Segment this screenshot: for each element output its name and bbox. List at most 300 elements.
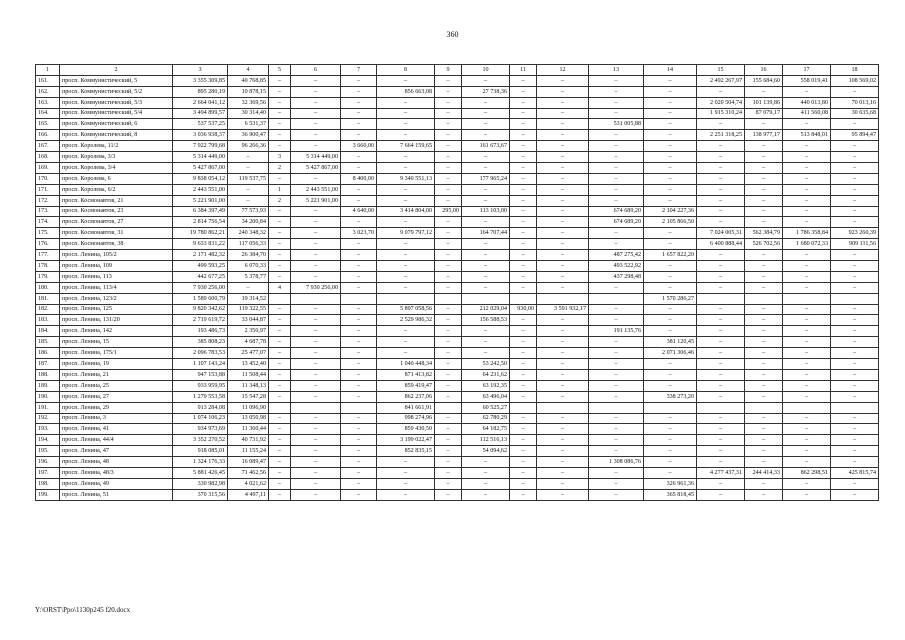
table-cell: – [510,108,537,119]
table-cell: – [510,271,537,282]
table-cell: – [589,239,644,250]
table-cell: 895 280,19 [173,86,228,97]
table-cell: 188. [36,369,60,380]
table-cell: 192. [36,413,60,424]
table-cell: 112 516,13 [462,435,510,446]
table-row [36,184,879,195]
table-cell: 385 808,23 [173,337,228,348]
table-cell: – [644,271,697,282]
table-cell: – [537,217,589,228]
table-cell: – [783,435,831,446]
table-cell: – [745,457,783,468]
table-cell: – [831,489,879,500]
table-cell: – [783,424,831,435]
table-cell: – [435,195,462,206]
table-cell: 2 443 551,00 [173,184,228,195]
table-cell: 1 680 072,33 [783,239,831,250]
table-cell: – [589,413,644,424]
table-cell: просп. Коммунистический, 5 [60,75,173,86]
table-cell: – [462,130,510,141]
table-cell: – [537,108,589,119]
table-cell: просп. Космонавтов, 38 [60,239,173,250]
table-cell: 5 427 867,00 [291,163,341,174]
table-cell: – [269,228,291,239]
table-cell: 4 021,62 [228,478,269,489]
table-cell: – [644,435,697,446]
table-cell: – [589,380,644,391]
table-cell: – [462,217,510,228]
table-cell: – [831,315,879,326]
table-cell: – [435,261,462,272]
table-cell: 338 273,20 [644,391,697,402]
table-cell: 165. [36,119,60,130]
table-row [36,86,879,97]
table-cell: – [831,446,879,457]
table-cell: – [537,239,589,250]
header-cell: 4 [228,65,269,76]
table-row [36,108,879,119]
table-cell: – [697,271,745,282]
table-cell: – [435,271,462,282]
table-cell: 1 324 176,33 [173,457,228,468]
table-cell: – [341,271,377,282]
table-cell: – [783,391,831,402]
table-cell: – [783,348,831,359]
table-cell: просп. Ленина, 47 [60,446,173,457]
table-cell: – [783,315,831,326]
table-cell: – [537,97,589,108]
table-cell: – [745,119,783,130]
table-cell: – [291,337,341,348]
table-row [36,261,879,272]
table-cell: 513 848,01 [783,130,831,141]
table-cell: – [831,163,879,174]
table-cell: – [589,173,644,184]
table-cell: 1 570 286,27 [644,293,697,304]
table-cell: 54 094,62 [462,446,510,457]
table-cell: – [269,348,291,359]
table-cell: 9 838 054,12 [173,173,228,184]
table-cell: – [462,271,510,282]
table-row [36,271,879,282]
table-cell: 923 260,39 [831,228,879,239]
table-cell: – [697,261,745,272]
table-cell: – [291,141,341,152]
table-cell: – [228,152,269,163]
table-cell [831,402,879,413]
table-cell: – [510,489,537,500]
header-cell: 11 [510,65,537,76]
table-cell [341,293,377,304]
table-cell: 168. [36,152,60,163]
table-cell: – [269,271,291,282]
table-cell: 537 537,25 [173,119,228,130]
table-cell: просп. Ленина, 49 [60,478,173,489]
table-cell: просп. Ленина, 44/4 [60,435,173,446]
table-cell: 64 231,62 [462,369,510,380]
header-cell: 9 [435,65,462,76]
table-cell: 11 508,44 [228,369,269,380]
table-cell: просп. Ленина, 113/4 [60,282,173,293]
table-cell: – [291,380,341,391]
table-cell: 212 029,04 [462,304,510,315]
table-row [36,304,879,315]
table-cell: 7 922 799,68 [173,141,228,152]
table-cell: – [341,315,377,326]
table-cell: – [269,478,291,489]
table-cell: – [510,326,537,337]
table-cell [745,293,783,304]
table-row [36,130,879,141]
table-cell: 1 786 358,84 [783,228,831,239]
table-cell: 7 024 005,31 [697,228,745,239]
table-cell: 862 298,51 [783,467,831,478]
table-cell: – [745,304,783,315]
table-cell: – [291,108,341,119]
table-cell: 2 [269,195,291,206]
table-cell: – [435,337,462,348]
table-cell: 171. [36,184,60,195]
table-cell: 161. [36,75,60,86]
table-cell: – [462,97,510,108]
table-cell: – [291,457,341,468]
header-cell: 7 [341,65,377,76]
table-cell: – [537,391,589,402]
header-cell: 17 [783,65,831,76]
table-cell: 1 657 822,20 [644,250,697,261]
table-cell: – [537,424,589,435]
table-cell: – [377,250,435,261]
table-cell: – [697,173,745,184]
table-cell: – [831,152,879,163]
table-cell: – [644,97,697,108]
header-cell: 18 [831,65,879,76]
table-row [36,380,879,391]
table-cell: 25 477,07 [228,348,269,359]
table-cell [644,402,697,413]
table-cell: – [697,337,745,348]
page-number: 360 [446,30,459,39]
table-cell: – [831,337,879,348]
table-row [36,217,879,228]
table-cell: – [269,359,291,370]
table-cell: – [269,435,291,446]
table-cell: 119 537,75 [228,173,269,184]
table-cell: – [831,435,879,446]
table-cell [589,293,644,304]
table-cell: 40 731,92 [228,435,269,446]
table-cell: 166. [36,130,60,141]
table-cell: 174. [36,217,60,228]
table-cell: – [341,163,377,174]
table-cell: 10 878,15 [228,86,269,97]
table-cell: 187. [36,359,60,370]
table-cell: – [745,250,783,261]
table-cell: 13 050,98 [228,413,269,424]
table-cell: – [537,315,589,326]
table-cell: – [745,184,783,195]
table-cell: – [831,119,879,130]
data-table-container [35,64,877,501]
table-cell: – [644,163,697,174]
table-cell: 196. [36,457,60,468]
table-cell: – [341,75,377,86]
table-cell: – [745,446,783,457]
table-cell: 5 378,77 [228,271,269,282]
table-cell: – [435,369,462,380]
table-cell: просп. Королева, 3/4 [60,163,173,174]
table-cell: – [510,348,537,359]
table-cell: – [537,457,589,468]
table-cell: – [291,304,341,315]
table-cell: просп. Ленина, 175/1 [60,348,173,359]
table-cell: – [831,304,879,315]
table-cell: 156 588,53 [462,315,510,326]
table-cell: – [269,489,291,500]
table-cell: – [783,163,831,174]
table-cell: 138 977,17 [745,130,783,141]
table-cell: 70 013,16 [831,97,879,108]
table-cell: – [462,119,510,130]
table-cell: 240 348,32 [228,228,269,239]
table-cell: – [435,424,462,435]
table-cell: просп. Космонавтов, 23 [60,206,173,217]
table-cell: 3 355 309,85 [173,75,228,86]
table-cell: – [697,369,745,380]
table-cell: – [537,130,589,141]
table-cell [783,402,831,413]
table-cell: – [377,195,435,206]
table-cell: – [745,163,783,174]
table-cell: 27 738,36 [462,86,510,97]
table-cell: – [291,239,341,250]
table-cell: 87 079,17 [745,108,783,119]
table-cell: – [435,217,462,228]
table-cell: – [269,206,291,217]
table-cell: – [462,250,510,261]
table-cell: – [589,304,644,315]
table-cell: – [831,250,879,261]
table-cell: 172. [36,195,60,206]
table-cell: – [745,217,783,228]
table-cell: – [745,413,783,424]
table-cell: – [435,119,462,130]
header-cell: 14 [644,65,697,76]
table-cell: – [269,337,291,348]
table-cell: – [697,184,745,195]
table-cell: 101 139,86 [745,97,783,108]
table-cell: 3 414 804,00 [377,206,435,217]
table-row [36,402,879,413]
table-cell: – [745,271,783,282]
table-cell: – [341,261,377,272]
table-cell: 841 661,91 [377,402,435,413]
table-cell: – [697,413,745,424]
table-cell: – [510,206,537,217]
table-cell: – [377,282,435,293]
table-row [36,228,879,239]
table-cell: – [745,359,783,370]
table-cell: 859 430,50 [377,424,435,435]
table-cell: – [644,457,697,468]
table-cell: – [745,195,783,206]
header-cell: 6 [291,65,341,76]
table-cell: просп. Коммунистический, 6 [60,119,173,130]
table-cell: 1 279 553,58 [173,391,228,402]
table-cell: 1 308 086,76 [589,457,644,468]
table-cell: – [435,152,462,163]
table-cell: – [435,282,462,293]
table-cell: просп. Ленина, 48 [60,457,173,468]
table-cell: 3 036 938,37 [173,130,228,141]
table-cell: – [783,359,831,370]
table-cell: – [377,478,435,489]
table-cell: 96 266,36 [228,141,269,152]
table-cell: – [341,489,377,500]
table-cell: 190. [36,391,60,402]
table-cell [510,293,537,304]
table-cell: – [435,141,462,152]
table-cell: – [510,424,537,435]
table-cell: 193 486,73 [173,326,228,337]
table-cell: – [537,228,589,239]
table-cell: – [510,119,537,130]
table-cell: – [510,380,537,391]
table-cell [341,402,377,413]
table-cell: – [228,184,269,195]
table-cell: 411 560,08 [783,108,831,119]
table-cell [291,293,341,304]
table-row [36,489,879,500]
table-cell [291,402,341,413]
table-cell [462,293,510,304]
table-cell: – [697,446,745,457]
table-cell: – [269,75,291,86]
table-cell: – [435,173,462,184]
table-cell: 440 013,80 [783,97,831,108]
table-cell: – [831,413,879,424]
table-cell: – [291,173,341,184]
table-row [36,337,879,348]
table-cell: – [269,130,291,141]
table-cell: 6 070,33 [228,261,269,272]
table-cell: 179. [36,271,60,282]
table-cell: – [510,173,537,184]
header-cell: 12 [537,65,589,76]
table-cell: 191 135,76 [589,326,644,337]
table-cell: 173. [36,206,60,217]
table-cell: – [435,97,462,108]
table-cell: – [291,250,341,261]
table-cell: – [745,435,783,446]
table-cell: – [745,206,783,217]
table-cell: 862 237,06 [377,391,435,402]
table-cell [783,293,831,304]
table-cell: 177 965,24 [462,173,510,184]
table-cell: – [644,119,697,130]
table-cell: – [377,108,435,119]
table-cell: – [269,108,291,119]
table-cell: – [377,239,435,250]
table-cell: – [228,282,269,293]
table-cell: – [831,195,879,206]
table-cell: – [589,97,644,108]
table-cell: – [341,391,377,402]
table-cell: – [831,478,879,489]
table-cell: 2 350,97 [228,326,269,337]
table-cell: 442 677,25 [173,271,228,282]
table-cell: – [831,326,879,337]
table-cell: 64 182,75 [462,424,510,435]
table-cell: – [831,86,879,97]
table-cell: – [462,282,510,293]
table-cell: – [435,326,462,337]
table-cell: 1 589 600,79 [173,293,228,304]
table-cell: – [831,206,879,217]
table-cell: – [462,348,510,359]
table-cell: – [341,250,377,261]
table-cell: – [537,413,589,424]
table-cell: – [291,261,341,272]
table-cell: просп. Ленина, 125 [60,304,173,315]
table-cell: – [745,152,783,163]
table-cell: 2 664 041,12 [173,97,228,108]
table-cell: – [341,282,377,293]
table-cell: 167. [36,141,60,152]
table-cell: – [228,163,269,174]
table-cell: – [435,467,462,478]
table-cell: 3 591 932,17 [537,304,589,315]
table-cell: – [589,315,644,326]
table-cell: 365 818,45 [644,489,697,500]
table-row [36,348,879,359]
table-cell: – [510,315,537,326]
table-cell: – [462,163,510,174]
table-cell: – [510,435,537,446]
table-cell: 5 314 449,00 [173,152,228,163]
table-cell: 425 815,74 [831,467,879,478]
table-cell: 3 [269,152,291,163]
table-cell: – [377,184,435,195]
table-cell: 7 930 256,00 [291,282,341,293]
table-cell: просп. Ленина, 21 [60,369,173,380]
table-cell [269,402,291,413]
table-cell: 71 462,56 [228,467,269,478]
table-cell: 674 689,20 [589,206,644,217]
table-cell: – [341,337,377,348]
table-cell: – [341,467,377,478]
table-cell: просп. Ленина, 113 [60,271,173,282]
table-cell: 11 155,24 [228,446,269,457]
table-cell: 19 780 862,21 [173,228,228,239]
table-cell: – [697,86,745,97]
table-cell: – [537,173,589,184]
table-cell: 852 835,15 [377,446,435,457]
table-cell: – [510,261,537,272]
table-cell: – [589,163,644,174]
table-cell: 164 707,44 [462,228,510,239]
table-row [36,152,879,163]
table-cell: 6 400 888,44 [697,239,745,250]
table-cell: – [589,467,644,478]
table-cell: – [831,380,879,391]
table-cell: 30 314,40 [228,108,269,119]
table-cell: – [435,86,462,97]
table-cell: – [462,478,510,489]
table-cell: – [589,108,644,119]
table-cell: 117 056,33 [228,239,269,250]
table-cell: 95 894,47 [831,130,879,141]
